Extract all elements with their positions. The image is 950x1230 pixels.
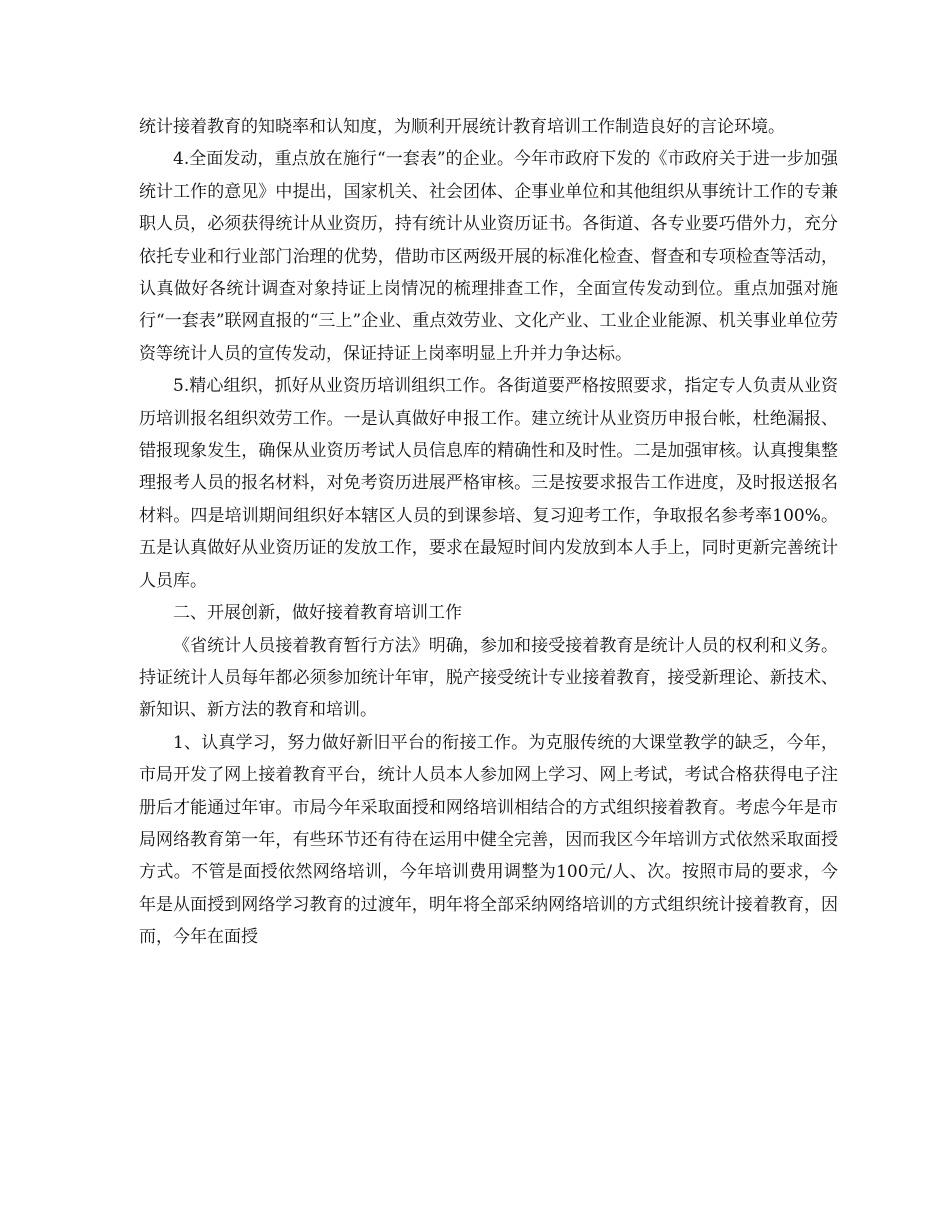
paragraph-4: 《省统计人员接着教育暂行方法》明确，参加和接受接着教育是统计人员的权利和义务。持证统计人员每年都必须参加统计年审，脱产接受统计专业接着教育，接受新理论、新技术、新知识、新方法的教育和培训。 (139, 635, 838, 721)
paragraph-2: 4.全面发动，重点放在施行“一套表”的企业。今年市政府下发的《市政府关于进一步加强统计工作的意见》中提出，国家机关、社会团体、企事业单位和其他组织从事统计工作的专兼职人员，必须获得统计从业资历，持有统计从业资历证书。各街道、各专业要巧借外力，充分依托专业和行业部门治理的优势，借助市区两级开展的标准化检查、督查和专项检查等活动，认真做好各统计调查对象持证上岗情况的梳理排查工作，全面宣传发动到位。重点加强对施行“一套表”联网直报的“三上”企业、重点效劳业、文化产业、工业企业能源、机关事业单位劳资等统计人员的宣传发动，保证持证上岗率明显上升并力争达标。 (139, 149, 838, 364)
paragraph-1: 统计接着教育的知晓率和认知度，为顺利开展统计教育培训工作制造良好的言论环境。 (139, 117, 785, 137)
paragraph-5: 1、认真学习，努力做好新旧平台的衔接工作。为克服传统的大课堂教学的缺乏，今年，市局开发了网上接着教育平台，统计人员本人参加网上学习、网上考试，考试合格获得电子注册后才能通过年审。市局今年采取面授和网络培训相结合的方式组织接着教育。考虑今年是市局网络教育第一年，有些环节还有待在运用中健全完善，因而我区今年培训方式依然采取面授方式。不管是面授依然网络培训，今年培训费用调整为100元/人、次。按照市局的要求，今年是从面授到网络学习教育的过渡年，明年将全部采纳网络培训的方式组织统计接着教育，因而，今年在面授 (139, 732, 838, 948)
paragraph-3: 5.精心组织，抓好从业资历培训组织工作。各街道要严格按照要求，指定专人负责从业资历培训报名组织效劳工作。一是认真做好申报工作。建立统计从业资历申报台帐，杜绝漏报、错报现象发生，确保从业资历考试人员信息库的精确性和及时性。二是加强审核。认真搜集整理报考人员的报名材料，对免考资历进展严格审核。三是按要求报告工作进度，及时报送报名材料。四是培训期间组织好本辖区人员的到课参培、复习迎考工作，争取报名参考率100%。五是认真做好从业资历证的发放工作，要求在最短时间内发放到本人手上，同时更新完善统计人员库。 (139, 376, 838, 591)
section-heading: 二、开展创新，做好接着教育培训工作 (173, 603, 462, 624)
